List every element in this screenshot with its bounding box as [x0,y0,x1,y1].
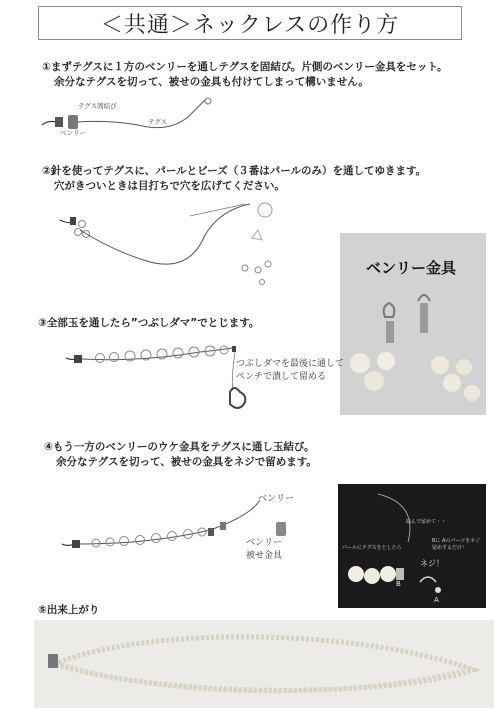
step-3-note-line-2: ペンチで潰して留める [236,372,327,382]
photo-label-a: 結んで留めて・・ [406,519,447,525]
step-2-diagram [40,190,280,295]
step-4-line-2: 余分なテグスを切って、被せの金具をネジで留めます。 [56,456,317,468]
step-1-text [42,60,447,90]
step-1-line-1: ①まずテグスに１方のベンリーを通しテグスを固結び。片側のベンリー金具をセット。 [42,61,448,73]
photo-benri-label: ベンリー金具 [366,259,457,277]
title-box [38,6,462,40]
step-1-line-2: 余分なテグスを切って、被せの金具も付けてしまって構いません。 [54,76,369,88]
photo-clasp-closeup [338,484,486,608]
page-title: ＜共通＞ネックレスの作り方 [100,12,400,38]
photo-label-c: Bに Aのパーツをネジ留めするだけ！ [432,538,481,551]
step-3-text [38,316,259,331]
step-4-line-1: ④もう一方のベンリーのウケ金具をテグスに通し玉結び。 [44,441,315,453]
label-benri: ベンリー [60,129,86,137]
step-4-text [44,440,317,470]
photo-label-b: パールにテグスをとしたら [342,545,402,551]
step-4-diagram [60,496,260,566]
step-3-note-line-1: つぶしダマを最後に通して [236,359,345,369]
label-tegusu-knot: テグス固結び [78,102,117,110]
photo-benri-clasp [340,233,486,415]
step-4-label-benri: ベンリー [258,494,295,504]
step-5-title: ⑤出来上がり [38,604,100,616]
step-3-line-1: ③全部玉を通したら”つぶしダマ”でとじます。 [38,317,260,329]
photo-label-d: ネジ！ [420,559,444,568]
photo-label-f: A [434,596,439,604]
step-2-line-1: ②針を使ってテグスに、パールとビーズ（３番はパールのみ）を通してゆきます。 [42,165,427,177]
step-3-note [236,358,344,384]
step-1-diagram [38,95,238,155]
step-4-label-benri-2: ベンリー [246,538,283,548]
step-2-line-2: 穴がきついときは目打ちで穴を広げてください。 [54,180,285,192]
photo-label-e: B [396,580,401,588]
step-4-label-cover: 被せ金具 [246,551,283,561]
photo-finished-necklace [34,620,494,708]
label-tegusu: テグス [148,118,168,126]
